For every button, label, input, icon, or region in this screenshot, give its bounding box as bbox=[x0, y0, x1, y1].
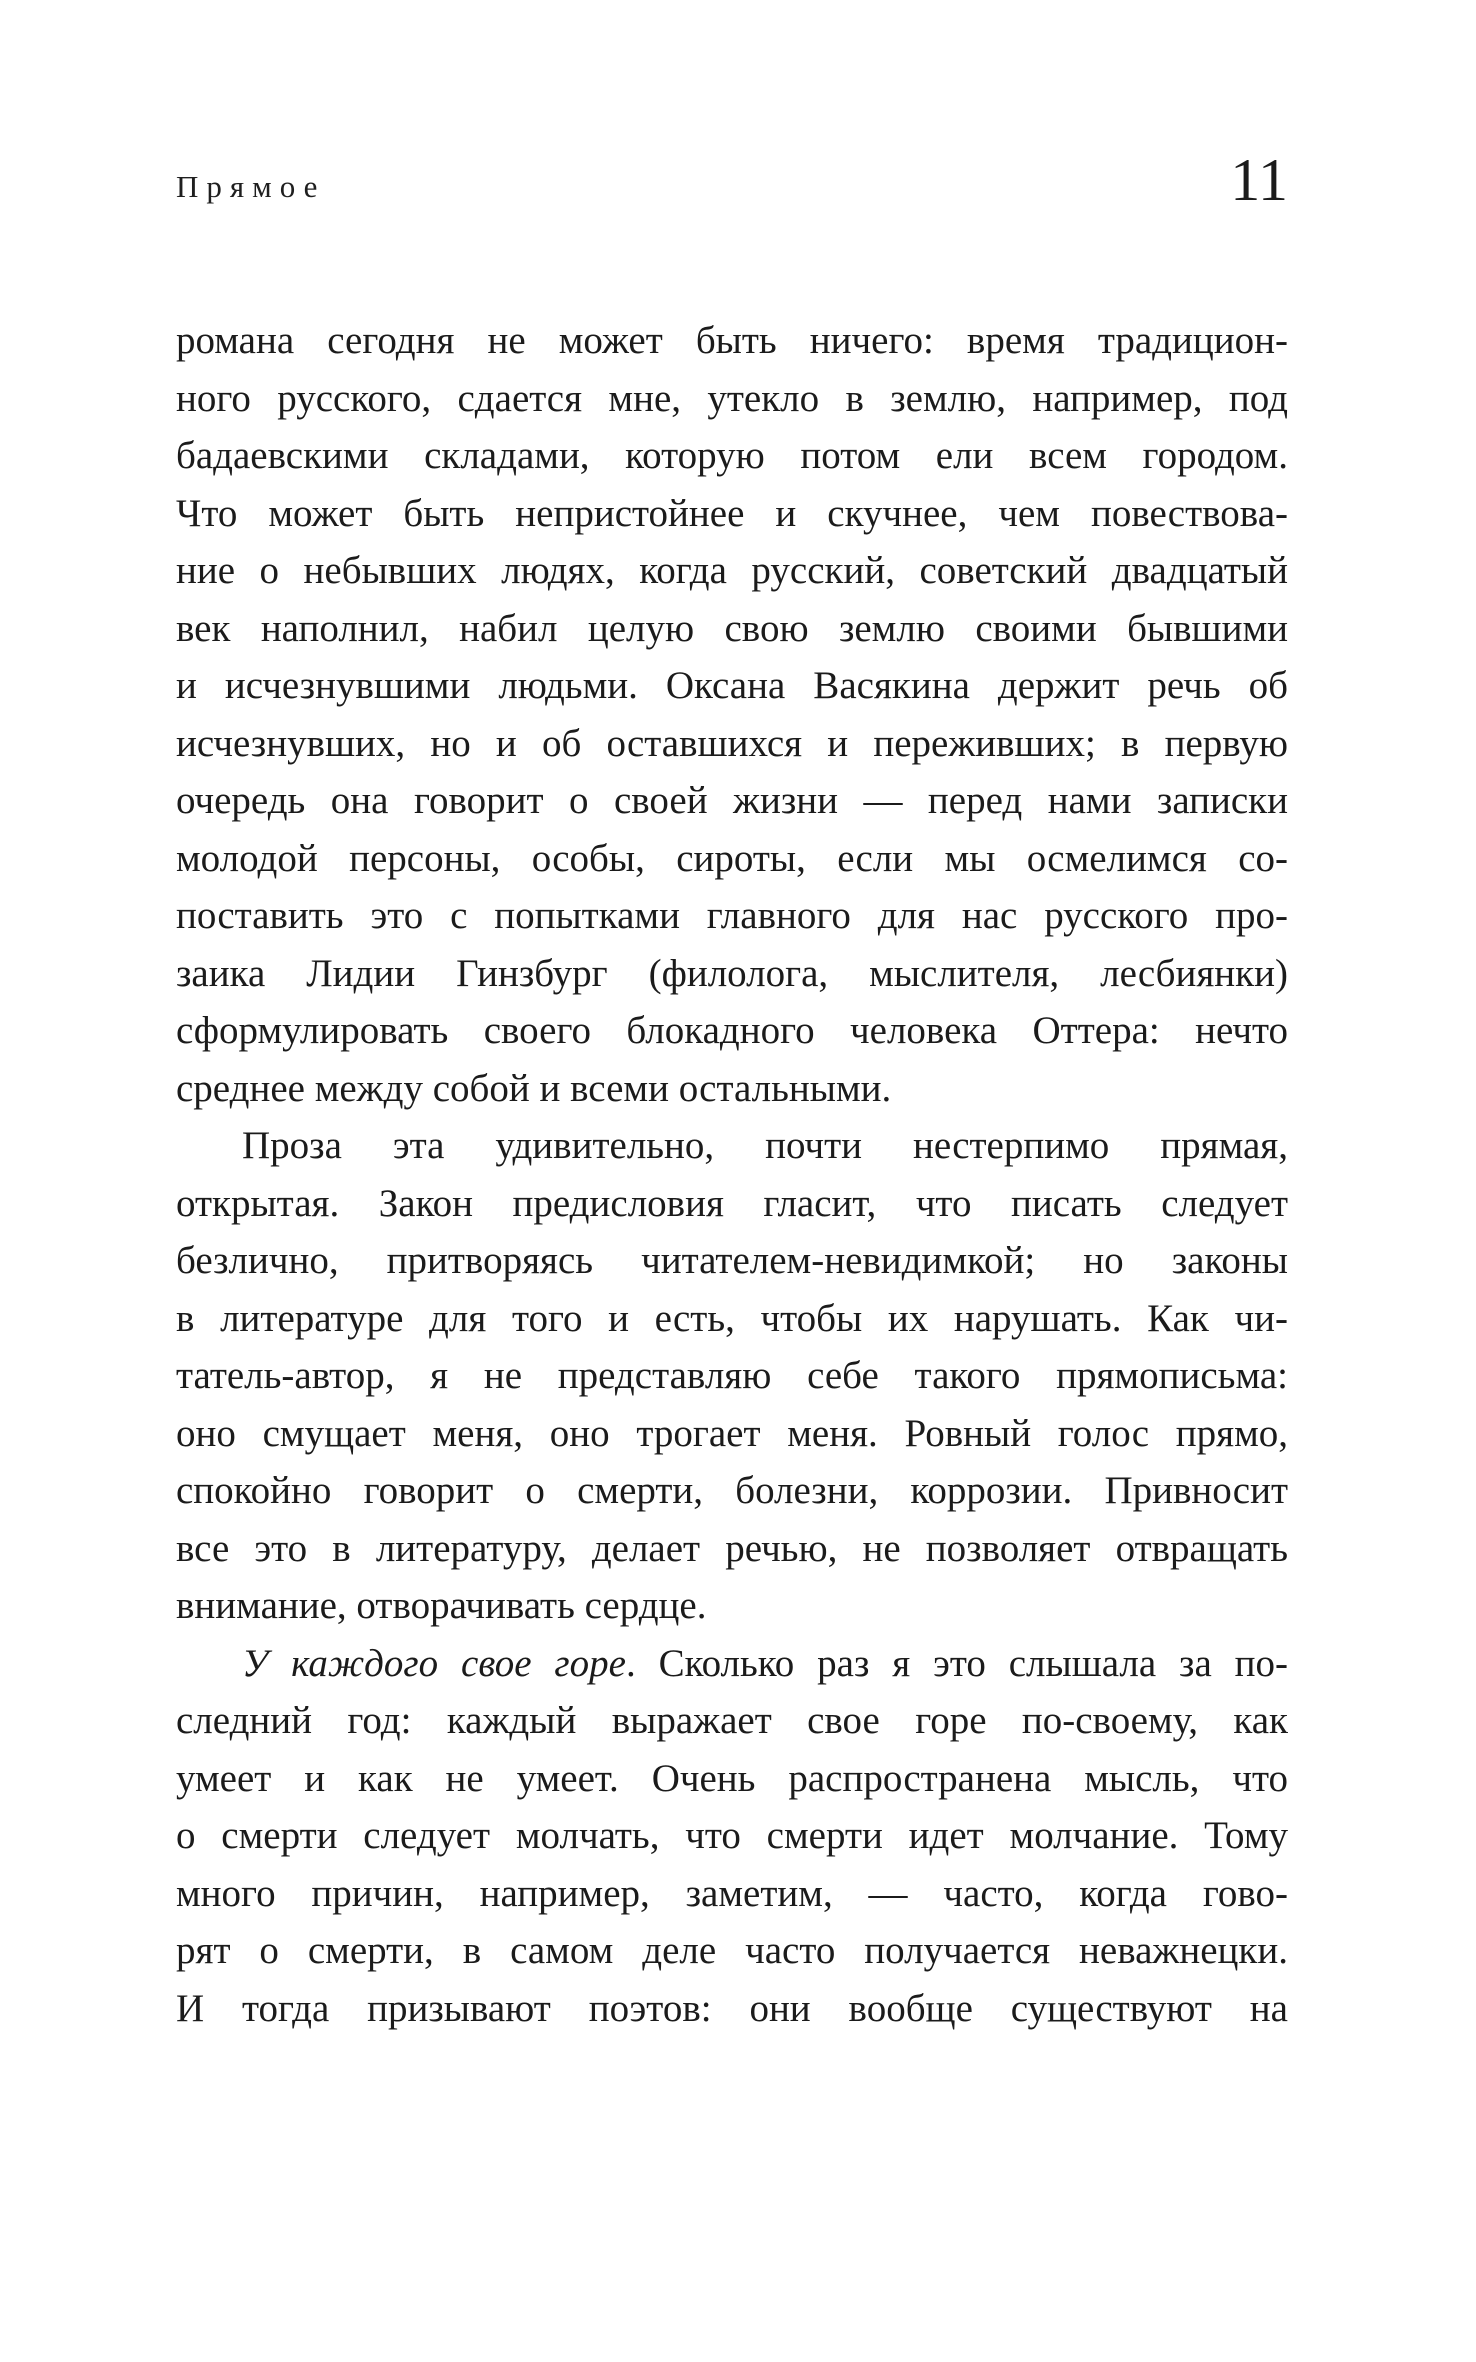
text-line: открытая. Закон предисловия гласит, что писать следует bbox=[176, 1181, 1288, 1225]
text-line: рят о смерти, в самом деле часто получается неважнецки. bbox=[176, 1929, 1288, 1972]
text-line: очередь она говорит о своей жизни — перед нами записки bbox=[176, 779, 1288, 822]
text-line: заика Лидии Гинзбург (филолога, мыслителя, лесбиянки) bbox=[176, 951, 1288, 995]
running-title: Прямое bbox=[176, 169, 326, 204]
page-header bbox=[176, 147, 1288, 220]
text-line: внимание, отворачивать сердце. bbox=[176, 1584, 707, 1627]
text-line: и исчезнувшими людьми. Оксана Васякина держит речь об bbox=[176, 664, 1288, 707]
text-line: Что может быть непристойнее и скучнее, чем повествова- bbox=[176, 491, 1288, 535]
text-line: ние о небывших людях, когда русский, советский двадцатый bbox=[176, 549, 1288, 592]
text-line: безлично, притворяясь читателем-невидимкой; но законы bbox=[176, 1239, 1288, 1282]
paragraph-2 bbox=[176, 1117, 1288, 1635]
text-line: век наполнил, набил целую свою землю своими бывшими bbox=[176, 606, 1288, 650]
text-line: Проза эта удивительно, почти нестерпимо прямая, bbox=[242, 1124, 1288, 1167]
text-line: И тогда призывают поэтов: они вообще существуют на bbox=[176, 1986, 1288, 2030]
body-text bbox=[176, 312, 1288, 2037]
paragraph-1 bbox=[176, 312, 1288, 1117]
text-line: романа сегодня не может быть ничего: время традицион- bbox=[176, 319, 1288, 362]
text-line bbox=[176, 1635, 1288, 1693]
text-line: в литературе для того и есть, чтобы их нарушать. Как чи- bbox=[176, 1296, 1288, 1340]
text-line: спокойно говорит о смерти, болезни, коррозии. Привносит bbox=[176, 1469, 1288, 1512]
page-number: 11 bbox=[1230, 147, 1288, 213]
text-line: все это в литературу, делает речью, не позволяет отвращать bbox=[176, 1526, 1288, 1570]
text-line: умеет и как не умеет. Очень распространена мысль, что bbox=[176, 1756, 1288, 1800]
paragraph-3 bbox=[176, 1635, 1288, 2038]
text-line: поставить это с попытками главного для нас русского про- bbox=[176, 894, 1288, 937]
text-line: следний год: каждый выражает свое горе по-своему, как bbox=[176, 1699, 1288, 1742]
text-line: среднее между собой и всеми остальными. bbox=[176, 1066, 892, 1110]
text-line: сформулировать своего блокадного человека Оттера: нечто bbox=[176, 1009, 1288, 1052]
text-line: молодой персоны, особы, сироты, если мы осмелимся со- bbox=[176, 836, 1288, 880]
text-line: ного русского, сдается мне, утекло в землю, например, под bbox=[176, 376, 1288, 420]
text-line: бадаевскими складами, которую потом ели всем городом. bbox=[176, 434, 1288, 477]
text-line: исчезнувших, но и об оставшихся и переживших; в первую bbox=[176, 721, 1288, 765]
text-line: о смерти следует молчать, что смерти идет молчание. Тому bbox=[176, 1814, 1288, 1857]
text-run: . Сколько раз я это слышала за по- bbox=[625, 1641, 1289, 1685]
text-line: оно смущает меня, оно трогает меня. Ровный голос прямо, bbox=[176, 1411, 1288, 1455]
text-line: татель-автор, я не представляю себе такого прямописьма: bbox=[176, 1354, 1288, 1397]
italic-phrase: У каждого свое горе bbox=[242, 1641, 626, 1685]
text-line: много причин, например, заметим, — часто, когда гово- bbox=[176, 1871, 1288, 1915]
